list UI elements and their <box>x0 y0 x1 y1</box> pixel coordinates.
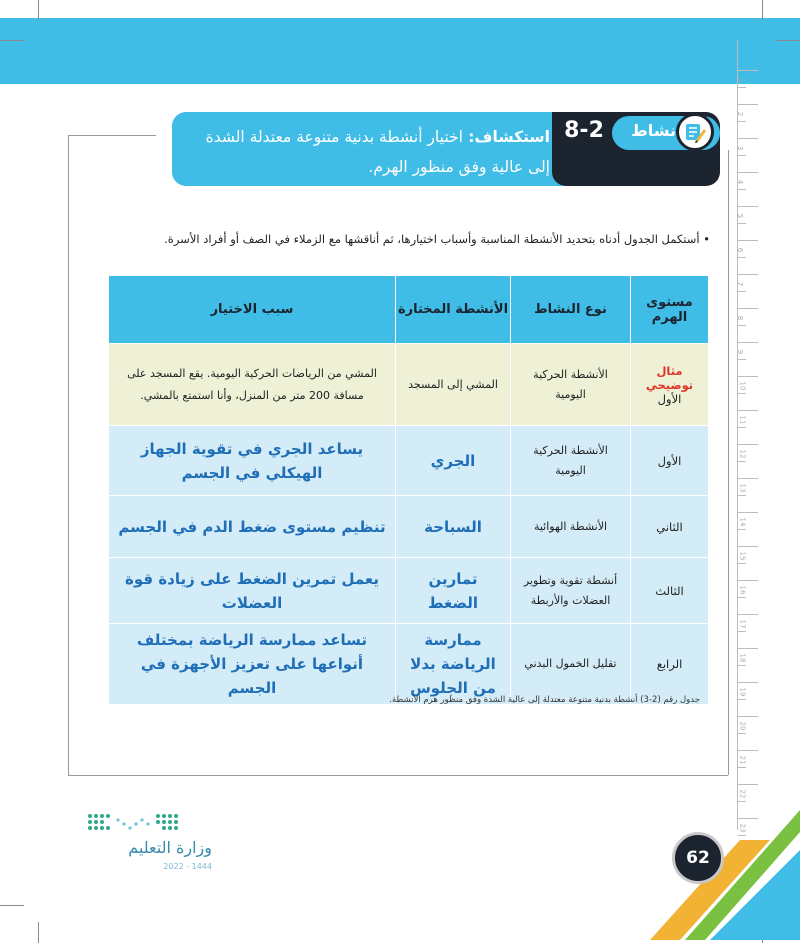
ruler-number: 21 <box>738 755 747 765</box>
row-activity: الجري <box>396 426 511 496</box>
pyramid-activities-table <box>108 275 709 705</box>
ruler-tick <box>738 240 758 241</box>
ruler-tick <box>738 716 758 717</box>
ruler-minor-tick <box>738 529 746 530</box>
ruler-minor-tick <box>738 495 746 496</box>
crop-mark <box>0 40 24 41</box>
ruler-minor-tick <box>738 325 746 326</box>
row-level: الأول <box>631 426 709 496</box>
ruler-minor-tick <box>738 87 746 88</box>
pencil-note-icon <box>676 113 714 151</box>
ruler-number: 15 <box>738 551 747 561</box>
ruler-number: 1 <box>736 77 745 83</box>
ruler-number: 16 <box>738 585 747 595</box>
ruler-number: 17 <box>738 619 747 629</box>
ruler-minor-tick <box>738 427 746 428</box>
row-reason: تنظيم مستوى ضغط الدم في الجسم <box>109 496 396 558</box>
crop-mark <box>38 922 39 943</box>
row-type: الأنشطة الحركية اليومية <box>511 426 631 496</box>
ruler-minor-tick <box>738 461 746 462</box>
crop-mark <box>38 0 39 20</box>
ruler-minor-tick <box>738 597 746 598</box>
ruler-tick <box>738 274 758 275</box>
row-reason: تساعد ممارسة الرياضة بمختلف أنواعها على تعزيز الأجهزة في الجسم <box>109 624 396 705</box>
ruler-tick <box>738 546 758 547</box>
ruler-tick <box>738 648 758 649</box>
table-row <box>109 496 709 558</box>
example-level-cell <box>631 344 709 426</box>
activity-label: نشاط <box>631 121 676 140</box>
ruler-tick <box>738 614 758 615</box>
ruler-minor-tick <box>738 189 746 190</box>
ruler-number: 7 <box>736 281 745 287</box>
frame-line <box>68 775 728 776</box>
row-level: الرابع <box>631 624 709 705</box>
example-activity: المشي إلى المسجد <box>396 344 511 426</box>
ruler-number: 11 <box>738 415 747 425</box>
ministry-logo <box>52 810 212 872</box>
ruler-number: 14 <box>738 517 747 527</box>
ruler-tick <box>738 478 758 479</box>
ruler-minor-tick <box>738 699 746 700</box>
side-ruler <box>736 40 759 833</box>
ruler-number: 5 <box>736 213 745 219</box>
ruler-minor-tick <box>738 393 746 394</box>
ruler-tick <box>738 580 758 581</box>
crop-mark <box>762 0 763 20</box>
crop-mark <box>776 40 800 41</box>
example-level: الأول <box>657 391 682 406</box>
logo-dots-icon <box>80 810 190 836</box>
ruler-tick <box>738 410 758 411</box>
row-activity: تمارين الضغط <box>396 558 511 624</box>
row-level: الثاني <box>631 496 709 558</box>
ruler-tick <box>738 138 758 139</box>
ruler-number: 20 <box>738 721 747 731</box>
ruler-minor-tick <box>738 563 746 564</box>
header-reason: سبب الاختيار <box>109 276 396 344</box>
example-type: الأنشطة الحركية اليومية <box>511 344 631 426</box>
frame-line <box>728 150 729 775</box>
ruler-minor-tick <box>738 733 746 734</box>
example-reason: المشي من الرياضات الحركية اليومية. يقع المسجد على مسافة 200 متر من المنزل، وأنا استمتع بالمشي. <box>109 344 396 426</box>
ministry-year: 2022 - 1444 <box>163 862 212 871</box>
row-activity: ممارسة الرياضة بدلا من الجلوس <box>396 624 511 705</box>
ruler-tick <box>738 444 758 445</box>
activity-title-text: اختيار أنشطة بدنية متنوعة معتدلة الشدة إلى عالية وفق منظور الهرم. <box>205 128 550 176</box>
frame-line <box>68 135 156 136</box>
crop-mark <box>0 905 24 906</box>
ruler-number: 6 <box>736 247 745 253</box>
activity-number: 8-2 <box>564 118 604 143</box>
ruler-minor-tick <box>738 121 746 122</box>
ruler-minor-tick <box>738 257 746 258</box>
ruler-minor-tick <box>738 665 746 666</box>
ruler-tick <box>738 70 758 71</box>
ruler-number: 22 <box>738 789 747 799</box>
header-activity-type: نوع النشاط <box>511 276 631 344</box>
frame-line <box>68 135 69 775</box>
ruler-number: 3 <box>736 145 745 151</box>
activity-title-keyword: استكشاف: <box>468 128 550 146</box>
row-type: تقليل الخمول البدني <box>511 624 631 705</box>
ruler-tick <box>738 342 758 343</box>
ruler-number: 10 <box>738 381 747 391</box>
ruler-minor-tick <box>738 291 746 292</box>
ruler-tick <box>738 750 758 751</box>
ruler-number: 23 <box>738 823 747 833</box>
ruler-tick <box>738 308 758 309</box>
table-header-row <box>109 276 709 344</box>
ruler-number: 18 <box>738 653 747 663</box>
ruler-tick <box>738 104 758 105</box>
ruler-minor-tick <box>738 223 746 224</box>
header-chosen-activities: الأنشطة المختارة <box>396 276 511 344</box>
ruler-number: 13 <box>738 483 747 493</box>
row-reason: يساعد الجري في تقوية الجهاز الهيكلي في الجسم <box>109 426 396 496</box>
example-tag: مثال توضيحي <box>645 363 694 392</box>
activity-title <box>180 122 550 182</box>
example-row <box>109 344 709 426</box>
ruler-number: 12 <box>738 449 747 459</box>
ruler-number: 9 <box>736 349 745 355</box>
ruler-tick <box>738 376 758 377</box>
table-row <box>109 624 709 705</box>
ruler-number: 8 <box>736 315 745 321</box>
table-row <box>109 426 709 496</box>
row-activity: السباحة <box>396 496 511 558</box>
table-caption: جدول رقم (2-3) أنشطة بدنية متنوعة معتدلة إلى عالية الشدة وفق منظور هرم الأنشطة. <box>389 695 700 705</box>
ruler-minor-tick <box>738 767 746 768</box>
ruler-number: 19 <box>738 687 747 697</box>
ruler-tick <box>738 172 758 173</box>
header-pyramid-level: مستوى الهرم <box>631 276 709 344</box>
ruler-tick <box>738 206 758 207</box>
row-reason: يعمل تمرين الضغط على زيادة قوة العضلات <box>109 558 396 624</box>
ruler-tick <box>738 512 758 513</box>
ruler-tick <box>738 682 758 683</box>
ruler-minor-tick <box>738 155 746 156</box>
row-type: الأنشطة الهوائية <box>511 496 631 558</box>
row-type: أنشطة تقوية وتطوير العضلات والأربطة <box>511 558 631 624</box>
page-number-badge: 62 <box>672 832 724 884</box>
ministry-name: وزارة التعليم <box>128 838 212 857</box>
ruler-number: 2 <box>736 111 745 117</box>
ruler-minor-tick <box>738 631 746 632</box>
table-row <box>109 558 709 624</box>
ruler-number: 4 <box>736 179 745 185</box>
ruler-minor-tick <box>738 359 746 360</box>
row-level: الثالث <box>631 558 709 624</box>
top-color-band <box>0 18 800 84</box>
instruction-text: • أستكمل الجدول أدناه بتحديد الأنشطة المناسبة وأسباب اختيارها، ثم أناقشها مع الزملاء في الصف أو أفراد الأسرة. <box>164 232 710 246</box>
